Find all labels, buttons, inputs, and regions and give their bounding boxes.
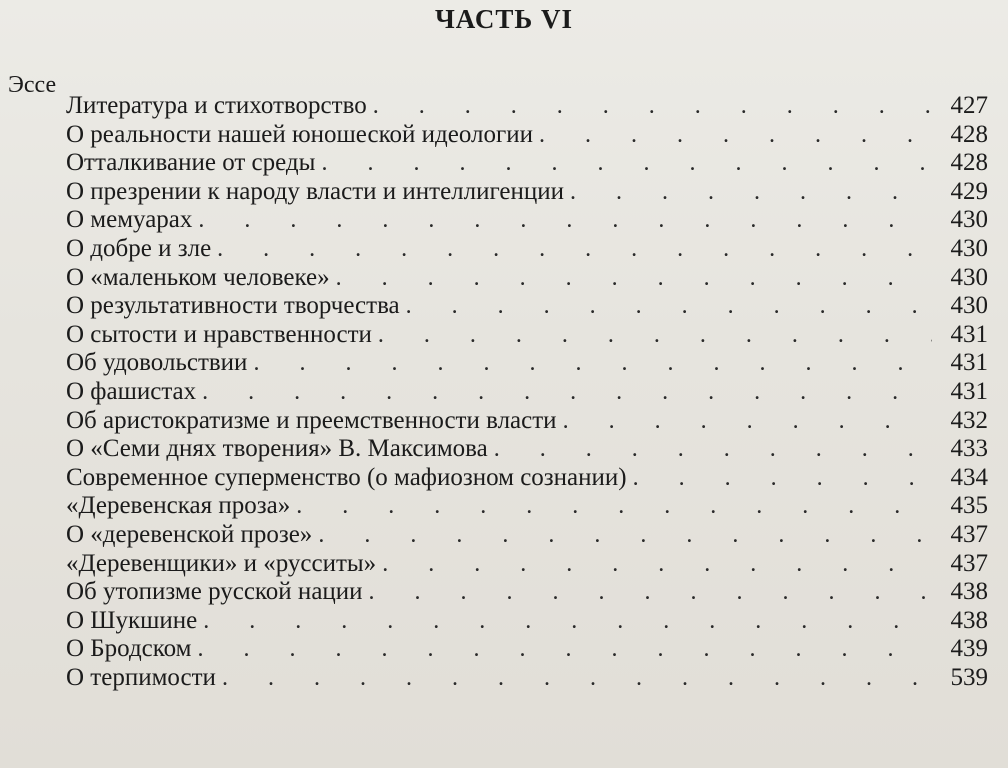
- toc-entry-page: 428: [950, 149, 988, 177]
- toc-entry: [66, 435, 988, 464]
- dot-leader: [217, 235, 932, 264]
- toc-entry-title: Об утопизме русской нации: [66, 578, 363, 606]
- dot-leader: [539, 121, 932, 150]
- toc-entry: [66, 664, 988, 693]
- toc-entry-title: Об аристократизме и преемственности власти: [66, 406, 557, 434]
- toc-entry-page: 434: [950, 463, 988, 491]
- toc-entry: [66, 178, 988, 207]
- toc-entry: [66, 378, 988, 407]
- toc-entry-page: 431: [950, 349, 988, 377]
- toc-entry-page: 437: [950, 549, 988, 577]
- toc-entry: [66, 635, 988, 664]
- toc-entry-page: 431: [950, 320, 988, 348]
- toc-entry: [66, 321, 988, 350]
- dot-leader: [253, 349, 932, 378]
- toc-entry-page: 430: [950, 263, 988, 291]
- toc-entry-page: 435: [950, 492, 988, 520]
- toc-entry-page: 433: [950, 435, 988, 463]
- toc-entry: [66, 578, 988, 607]
- dot-leader: [406, 292, 932, 321]
- toc-entry: [66, 349, 988, 378]
- toc-entry-page: 438: [950, 606, 988, 634]
- toc-entry-title: О терпимости: [66, 663, 216, 691]
- part-title: ЧАСТЬ VI: [434, 4, 574, 34]
- toc-entry: [66, 149, 988, 178]
- section-label: Эссе: [8, 72, 57, 98]
- toc-entry-page: 430: [950, 292, 988, 320]
- dot-leader: [336, 264, 932, 293]
- toc-entry-title: О Бродском: [66, 635, 192, 663]
- dot-leader: [369, 578, 932, 607]
- toc-entry-page: 429: [950, 177, 988, 205]
- toc-entry: [66, 92, 988, 121]
- toc-entry-page: 430: [950, 234, 988, 262]
- toc-entry-page: 430: [950, 206, 988, 234]
- dot-leader: [563, 407, 932, 436]
- toc-entry-title: О результативности творчества: [66, 292, 400, 320]
- toc-entry-title: О Шукшине: [66, 606, 198, 634]
- dot-leader: [198, 206, 932, 235]
- dot-leader: [202, 378, 932, 407]
- toc-entry: [66, 206, 988, 235]
- toc-entry: [66, 235, 988, 264]
- dot-leader: [222, 664, 932, 693]
- toc-entry-title: «Деревенщики» и «русситы»: [66, 549, 377, 577]
- toc-entry-page: 431: [950, 377, 988, 405]
- toc-entry-title: Литература и стихотворство: [66, 92, 367, 119]
- toc-entry-title: Современное суперменство (о мафиозном сознании): [66, 463, 627, 491]
- toc-entry-title: О мемуарах: [66, 206, 193, 234]
- toc-entry-title: Отталкивание от среды: [66, 149, 316, 177]
- toc-entry: [66, 407, 988, 436]
- dot-leader: [378, 321, 932, 350]
- toc-entry-title: О добре и зле: [66, 234, 212, 262]
- dot-leader: [373, 92, 932, 121]
- toc-entry-page: 539: [950, 663, 988, 691]
- toc-entry-title: О реальности нашей юношеской идеологии: [66, 120, 533, 148]
- dot-leader: [318, 521, 932, 550]
- toc-entry: [66, 464, 988, 493]
- toc-entry-title: О презрении к народу власти и интеллигенции: [66, 177, 565, 205]
- toc-entry-title: О «маленьком человеке»: [66, 263, 330, 291]
- dot-leader: [321, 149, 932, 178]
- toc-entry-title: О сытости и нравственности: [66, 320, 372, 348]
- toc-entry-page: 428: [950, 120, 988, 148]
- toc-entry-page: 439: [950, 635, 988, 663]
- table-of-contents: [66, 92, 988, 692]
- toc-entry-page: 427: [950, 92, 988, 119]
- toc-entry-title: О «деревенской прозе»: [66, 520, 313, 548]
- toc-entry: [66, 607, 988, 636]
- toc-entry: [66, 121, 988, 150]
- dot-leader: [494, 435, 932, 464]
- dot-leader: [203, 607, 932, 636]
- dot-leader: [382, 550, 932, 579]
- toc-entry-title: «Деревенская проза»: [66, 492, 291, 520]
- dot-leader: [633, 464, 932, 493]
- toc-entry-title: Об удовольствии: [66, 349, 248, 377]
- dot-leader: [296, 492, 932, 521]
- dot-leader: [197, 635, 932, 664]
- toc-entry: [66, 264, 988, 293]
- toc-entry: [66, 521, 988, 550]
- toc-entry-title: О фашистах: [66, 377, 197, 405]
- toc-entry-title: О «Семи днях творения» В. Максимова: [66, 435, 488, 463]
- toc-entry: [66, 492, 988, 521]
- toc-entry-page: 437: [950, 520, 988, 548]
- toc-entry: [66, 292, 988, 321]
- toc-entry-page: 432: [950, 406, 988, 434]
- toc-entry: [66, 550, 988, 579]
- dot-leader: [570, 178, 932, 207]
- toc-entry-page: 438: [950, 578, 988, 606]
